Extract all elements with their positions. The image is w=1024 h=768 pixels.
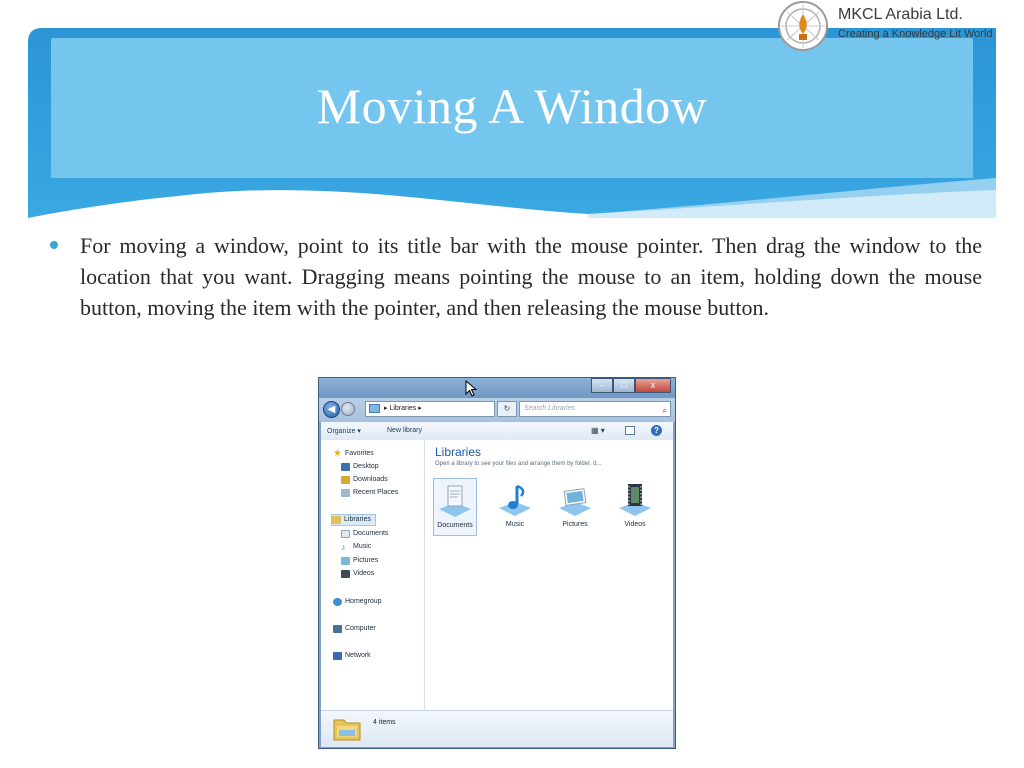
library-tile-videos[interactable] xyxy=(613,478,657,536)
nav-item-favorites[interactable] xyxy=(333,448,374,460)
nav-label: Desktop xyxy=(353,463,379,470)
search-placeholder: Search Libraries xyxy=(524,405,575,412)
status-bar xyxy=(321,710,673,747)
videos-icon xyxy=(341,570,350,578)
window-title-bar[interactable] xyxy=(319,378,675,398)
search-input[interactable] xyxy=(519,401,671,417)
nav-item-music[interactable] xyxy=(341,541,371,553)
library-label: Documents xyxy=(437,522,473,529)
nav-label: Favorites xyxy=(345,450,374,457)
documents-icon xyxy=(341,530,350,538)
homegroup-icon xyxy=(333,598,342,606)
nav-item-desktop[interactable] xyxy=(341,461,379,473)
libraries-folder-icon xyxy=(333,715,361,741)
nav-label: Documents xyxy=(353,530,389,537)
nav-label: Pictures xyxy=(353,557,379,564)
address-bar[interactable] xyxy=(365,401,495,417)
logo-name: MKCL Arabia Ltd. xyxy=(838,6,963,23)
library-tile-documents[interactable] xyxy=(433,478,477,536)
desktop-icon xyxy=(341,463,350,471)
nav-item-computer[interactable] xyxy=(333,623,376,635)
library-label: Pictures xyxy=(562,521,588,528)
organize-menu[interactable]: Organize ▾ xyxy=(327,428,361,435)
refresh-button[interactable]: ↻ xyxy=(497,401,517,417)
videos-library-icon xyxy=(617,482,653,518)
library-label: Videos xyxy=(624,521,646,528)
libraries-icon xyxy=(332,516,341,524)
network-icon xyxy=(333,652,342,660)
bullet-icon xyxy=(50,241,58,249)
help-icon[interactable]: ? xyxy=(651,425,662,436)
window-controls xyxy=(591,378,671,395)
address-path: ▸ Libraries ▸ xyxy=(384,405,422,412)
company-logo xyxy=(768,0,1024,56)
library-tile-pictures[interactable] xyxy=(553,478,597,536)
nav-item-homegroup[interactable] xyxy=(333,596,382,608)
maximize-button[interactable]: □ xyxy=(613,378,635,393)
item-count: 4 items xyxy=(373,719,396,726)
nav-label: Videos xyxy=(353,570,375,577)
nav-label: Homegroup xyxy=(345,598,382,605)
change-view-icon[interactable]: ▦ ▾ xyxy=(591,426,605,435)
documents-library-icon xyxy=(437,483,473,519)
nav-item-documents[interactable] xyxy=(341,528,388,540)
preview-pane-icon[interactable] xyxy=(625,426,635,435)
nav-item-downloads[interactable] xyxy=(341,474,388,486)
command-bar xyxy=(321,422,673,441)
music-library-icon xyxy=(497,482,533,518)
new-library-button[interactable]: New library xyxy=(387,427,423,434)
downloads-icon xyxy=(341,476,350,484)
nav-item-network[interactable] xyxy=(333,650,371,662)
star-icon: ★ xyxy=(333,448,342,459)
music-icon: ♪ xyxy=(341,542,346,552)
back-button[interactable]: ◀ xyxy=(323,401,340,418)
content-pane xyxy=(425,440,673,710)
logo-tagline: Creating a Knowledge Lit World xyxy=(838,28,993,40)
library-label: Music xyxy=(505,521,525,528)
nav-label: Music xyxy=(353,543,372,550)
nav-item-recent-places[interactable] xyxy=(341,487,398,499)
pictures-icon xyxy=(341,557,350,565)
nav-label: Libraries xyxy=(344,516,371,523)
recent-places-icon xyxy=(341,489,350,497)
nav-label: Downloads xyxy=(353,476,388,483)
nav-label: Recent Places xyxy=(353,489,399,496)
navigation-pane xyxy=(321,440,425,710)
slide-title: Moving A Window xyxy=(316,78,708,134)
close-button[interactable]: x xyxy=(635,378,671,393)
nav-label: Network xyxy=(345,652,371,659)
forward-button[interactable] xyxy=(341,402,355,416)
nav-label: Computer xyxy=(345,625,376,632)
bullet-text: For moving a window, point to its title bar with the mouse pointer. Then drag the window to the location that you want. Dragging means pointing the mouse to an item, holding down the mouse button, moving the item with the pointer, and then releasing the mouse button. xyxy=(80,233,982,320)
library-tile-music[interactable] xyxy=(493,478,537,536)
search-icon[interactable]: ⌕ xyxy=(662,406,667,415)
content-heading: Libraries xyxy=(435,445,482,459)
computer-icon xyxy=(333,625,342,633)
mouse-pointer-icon xyxy=(465,380,479,398)
explorer-window xyxy=(318,377,676,749)
logo-emblem-icon xyxy=(772,0,834,52)
nav-item-libraries[interactable] xyxy=(331,514,376,526)
nav-item-pictures[interactable] xyxy=(341,555,378,567)
minimize-button[interactable]: – xyxy=(591,378,613,393)
address-row xyxy=(319,398,675,422)
content-subheading: Open a library to see your files and arrange them by folder, d... xyxy=(435,461,602,467)
pictures-library-icon xyxy=(557,482,593,518)
nav-item-videos[interactable] xyxy=(341,568,374,580)
libraries-folder-icon xyxy=(369,404,380,413)
